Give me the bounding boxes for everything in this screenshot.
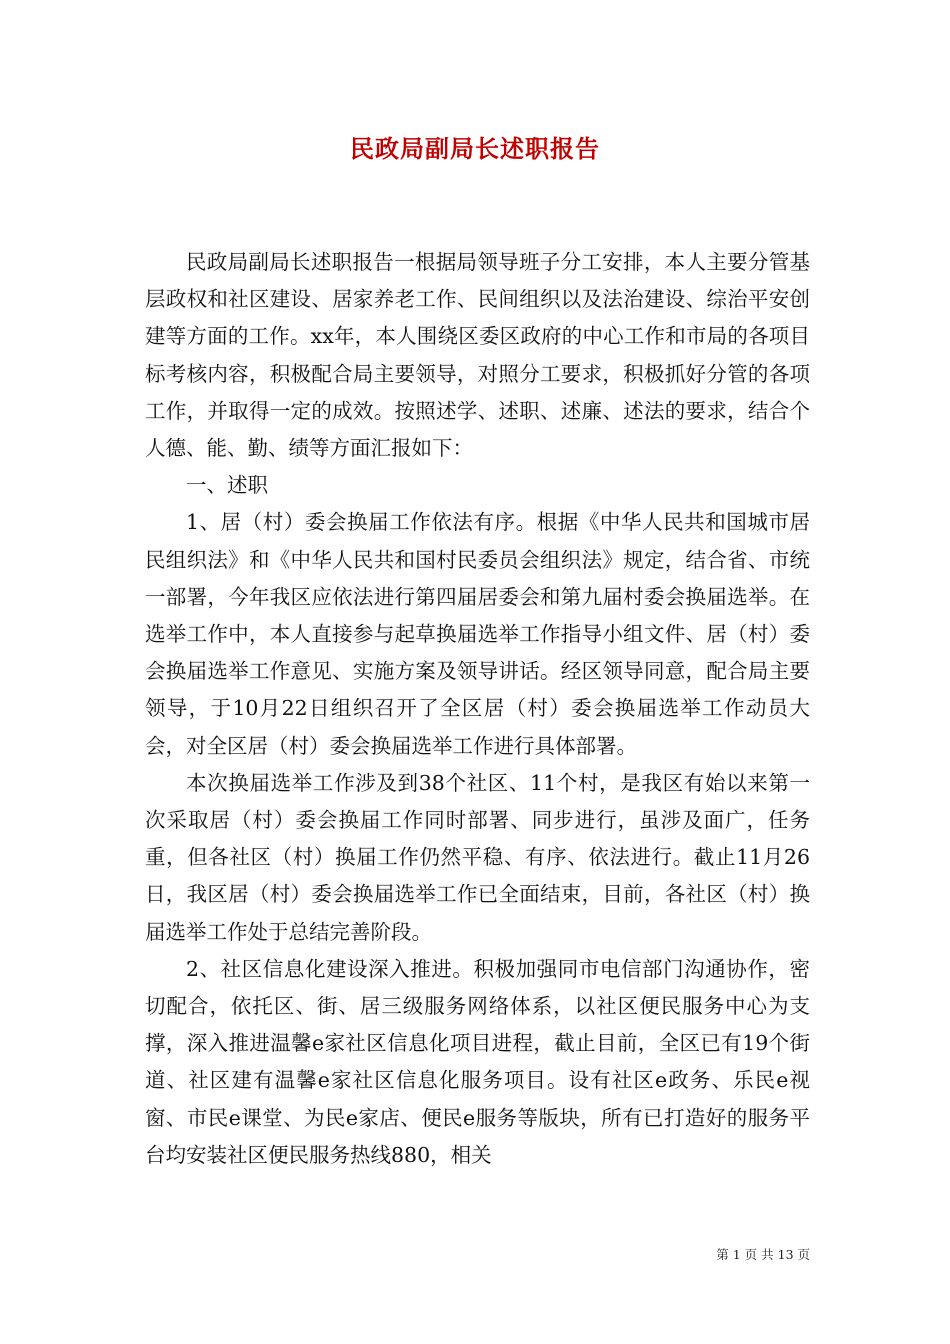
page-number-footer: 第 1 页 共 13 页	[716, 1247, 810, 1262]
paragraph-intro: 民政局副局长述职报告一根据局领导班子分工安排，本人主要分管基层政权和社区建设、居家养老工作、民间组织以及法治建设、综治平安创建等方面的工作。xx年，本人围绕区委区政府的中心工作和市局的各项目标考核内容，积极配合局主要领导，对照分工要求，积极抓好分管的各项工作，并取得一定的成效。按照述学、述职、述廉、述法的要求，结合个人德、能、勤、绩等方面汇报如下：	[145, 250, 810, 461]
section-heading-duties: 一、述职	[186, 473, 268, 498]
paragraph-informatization: 2、社区信息化建设深入推进。积极加强同市电信部门沟通协作，密切配合，依托区、街、居三级服务网络体系，以社区便民服务中心为支撑，深入推进温馨e家社区信息化项目进程，截止目前，全区已有19个街道、社区建有温馨e家社区信息化服务项目。设有社区e政务、乐民e视窗、市民e课堂、为民e家店、便民e服务等版块，所有已打造好的服务平台均安装社区便民服务热线880，相关	[145, 956, 810, 1167]
paragraph-election-summary: 本次换届选举工作涉及到38个社区、11个村，是我区有始以来第一次采取居（村）委会换届工作同时部署、同步进行，虽涉及面广，任务重，但各社区（村）换届工作仍然平稳、有序、依法进行。截止11月26日，我区居（村）委会换届选举工作已全面结束，目前，各社区（村）换届选举工作处于总结完善阶段。	[145, 770, 810, 944]
paragraph-election: 1、居（村）委会换届工作依法有序。根据《中华人民共和国城市居民组织法》和《中华人民共和国村民委员会组织法》规定，结合省、市统一部署，今年我区应依法进行第四届居委会和第九届村委会换届选举。在选举工作中，本人直接参与起草换届选举工作指导小组文件、居（村）委会换届选举工作意见、实施方案及领导讲话。经区领导同意，配合局主要领导，于10月22日组织召开了全区居（村）委会换届选举工作动员大会，对全区居（村）委会换届选举工作进行具体部署。	[145, 510, 810, 758]
document-body	[145, 244, 810, 1174]
document-title: 民政局副局长述职报告	[350, 134, 600, 163]
